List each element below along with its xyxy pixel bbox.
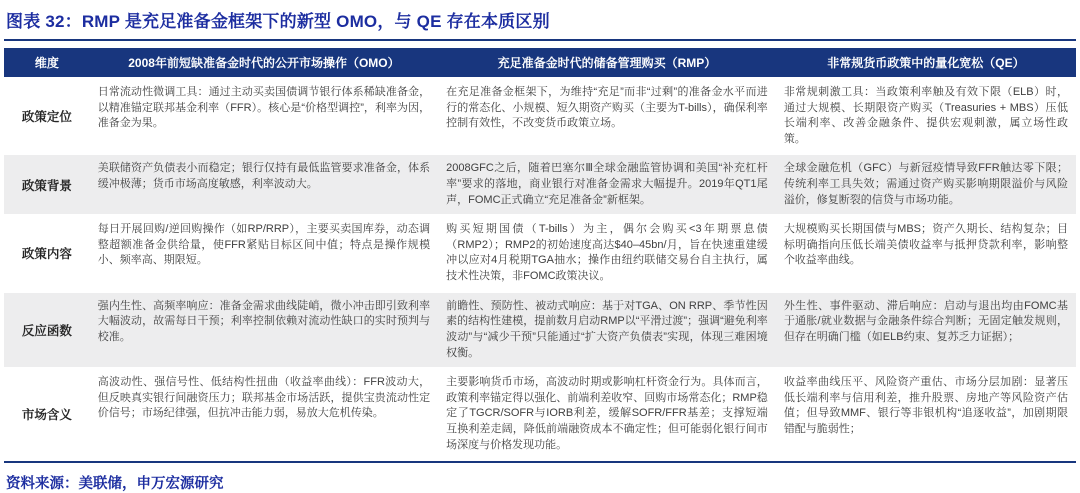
row-label: 政策背景 (4, 155, 90, 214)
table-header-row (4, 48, 1076, 77)
column-header-qe: 非常规货币政策中的量化宽松（QE） (776, 48, 1076, 77)
cell-qe: 外生性、事件驱动、滞后响应：启动与退出均由FOMC基于通胀/就业数据与金融条件综合判断；无固定触发规则，但存在明确门槛（如ELB约束、复苏乏力证据）； (776, 293, 1076, 367)
column-header-dimension: 维度 (4, 48, 90, 77)
cell-rmp: 在充足准备金框架下，为维持“充足”而非“过剩”的准备金水平而进行的常态化、小规模、短久期资产购买（主要为T-bills），确保利率控制有效性，不改变货币政策立场。 (438, 79, 776, 153)
cell-qe: 非常规刺激工具：当政策利率触及有效下限（ELB）时，通过大规模、长期限资产购买（Treasuries + MBS）压低长端利率、改善金融条件、提供宏观刺激，属立场性政策。 (776, 79, 1076, 153)
cell-qe: 全球金融危机（GFC）与新冠疫情导致FFR触达零下限；传统利率工具失效；需通过资产购买影响期限溢价与风险溢价，修复断裂的信贷与市场功能。 (776, 155, 1076, 214)
cell-omo: 高波动性、强信号性、低结构性扭曲（收益率曲线）：FFR波动大，但反映真实银行间融资压力；联邦基金市场活跃，提供宝贵流动性定价信号；市场纪律强，但抗冲击能力弱，易放大危机传染。 (90, 369, 438, 459)
cell-omo: 强内生性、高频率响应：准备金需求曲线陡峭，微小冲击即引致利率大幅波动，故需每日干预；利率控制依赖对流动性缺口的实时预判与校准。 (90, 293, 438, 367)
row-label: 反应函数 (4, 293, 90, 367)
cell-omo: 每日开展回购/逆回购操作（如RP/RRP），主要买卖国库券，动态调整超额准备金供给量，使FFR紧贴目标区间中值；特点是操作规模小、频率高、期限短。 (90, 216, 438, 290)
cell-rmp: 购买短期国债（T-bills）为主，偶尔会购买<3年期票息债（RMP2）；RMP2的初始速度高达$40–45bn/月，旨在快速重建缓冲以应对4月税期TGA抽水；操作由纽约联储交易台自主执行，属技术性决策，非FOMC政策决议。 (438, 216, 776, 290)
comparison-table (4, 46, 1076, 461)
table-row-policy-background (4, 155, 1076, 214)
table-row-market-implications (4, 369, 1076, 459)
cell-qe: 大规模购买长期国债与MBS；资产久期长、结构复杂；目标明确指向压低长端美债收益率与抵押贷款利率，影响整个收益率曲线。 (776, 216, 1076, 290)
source-note: 资料来源：美联储，申万宏源研究 (6, 476, 224, 493)
row-label: 市场含义 (4, 369, 90, 459)
cell-rmp: 2008GFC之后，随着巴塞尔Ⅲ全球金融监管协调和美国“补充杠杆率”要求的落地，商业银行对准备金需求大幅提升。2019年QT1尾声，FOMC正式确立“充足准备金”新框架。 (438, 155, 776, 214)
table-row-reaction-function (4, 293, 1076, 367)
row-label: 政策定位 (4, 79, 90, 153)
column-header-rmp: 充足准备金时代的储备管理购买（RMP） (438, 48, 776, 77)
column-header-omo: 2008年前短缺准备金时代的公开市场操作（OMO） (90, 48, 438, 77)
cell-qe: 收益率曲线压平、风险资产重估、市场分层加剧：显著压低长端利率与信用利差，推升股票、房地产等风险资产估值；但导致MMF、银行等非银机构“追逐收益”，加剧期限错配与脆弱性； (776, 369, 1076, 459)
table-row-policy-content (4, 216, 1076, 290)
cell-omo: 日常流动性微调工具：通过主动买卖国债调节银行体系稀缺准备金，以精准锚定联邦基金利率（FFR）。核心是“价格型调控”，利率为因，准备金为果。 (90, 79, 438, 153)
table-row-policy-positioning (4, 79, 1076, 153)
page-title: 图表 32：RMP 是充足准备金框架下的新型 OMO，与 QE 存在本质区别 (4, 5, 1076, 41)
cell-rmp: 主要影响货币市场，高波动时期或影响杠杆资金行为。具体而言，政策利率锚定得以强化、前端利差收窄、回购市场常态化；RMP稳定了TGCR/SOFR与IORB利差，缓解SOFR/FFR基差；支撑短端互换利差走阔，降低前端融资成本不确定性；但可能弱化银行间市场深度与价格发现功能。 (438, 369, 776, 459)
cell-rmp: 前瞻性、预防性、被动式响应：基于对TGA、ON RRP、季节性因素的结构性建模，提前数月启动RMP以“平滑过渡”；强调“避免利率波动”与“减少干预”只能通过“扩大资产负债表”实现，体现三难困境权衡。 (438, 293, 776, 367)
cell-omo: 美联储资产负债表小而稳定；银行仅持有最低监管要求准备金，体系缓冲极薄；货币市场高度敏感，利率波动大。 (90, 155, 438, 214)
row-label: 政策内容 (4, 216, 90, 290)
